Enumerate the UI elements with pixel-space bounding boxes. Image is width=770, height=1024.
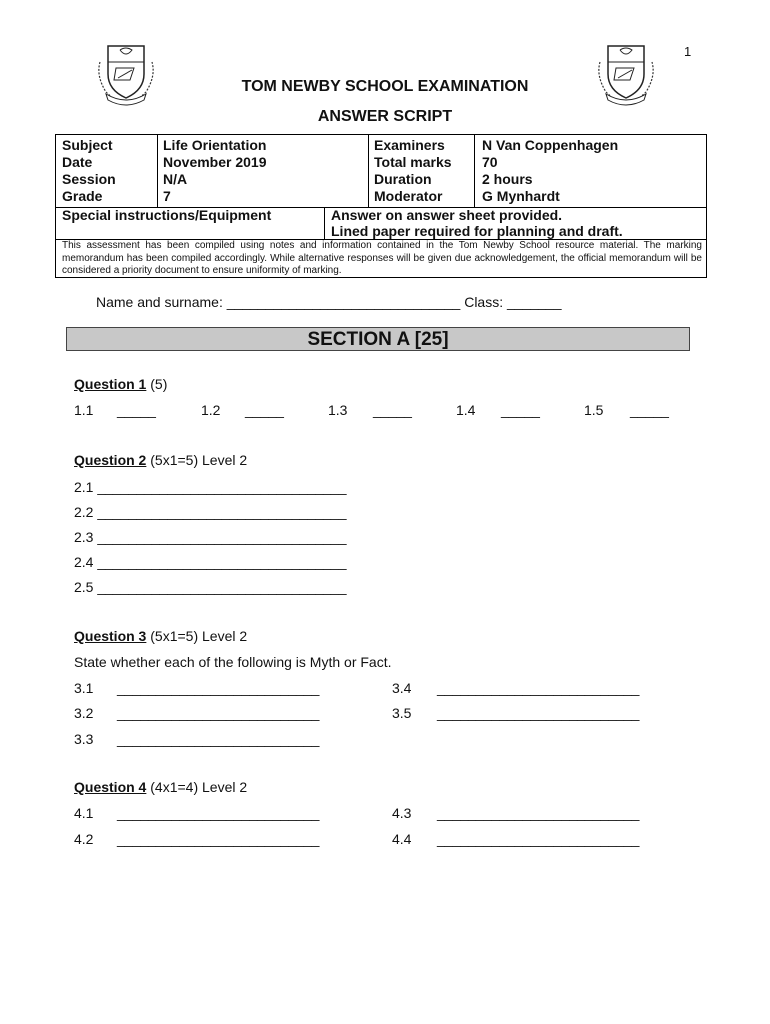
question-1-heading [74, 376, 167, 392]
duration-label: Duration [374, 171, 432, 187]
answer-3-4-number: 3.4 [392, 680, 412, 696]
question-4-label: Question 4 [74, 779, 147, 795]
answer-2-2[interactable]: 2.2 ________________________________ [74, 504, 347, 520]
question-2-heading [74, 452, 247, 468]
question-3-instruction: State whether each of the following is Myth or Fact. [74, 654, 392, 670]
moderator-value: G Mynhardt [482, 188, 560, 204]
answer-4-1-blank[interactable]: __________________________ [117, 805, 320, 821]
subject-value: Life Orientation [163, 137, 267, 153]
special-instructions-line2: Lined paper required for planning and draft. [331, 223, 623, 239]
answer-3-3-number: 3.3 [74, 731, 94, 747]
question-2-marks: (5x1=5) Level 2 [146, 452, 248, 468]
session-value: N/A [163, 171, 188, 187]
session-label: Session [62, 171, 116, 187]
answer-3-4-blank[interactable]: __________________________ [437, 680, 640, 696]
answer-1-2-number: 1.2 [201, 402, 221, 418]
moderator-label: Moderator [374, 188, 443, 204]
answer-1-3-blank[interactable]: _____ [373, 402, 412, 418]
exam-title: TOM NEWBY SCHOOL EXAMINATION [241, 78, 529, 95]
section-heading: SECTION A [25] [66, 327, 690, 351]
answer-4-3-number: 4.3 [392, 805, 412, 821]
grade-value: 7 [163, 188, 171, 204]
answer-3-2-number: 3.2 [74, 705, 94, 721]
total-marks-label: Total marks [374, 154, 452, 170]
answer-1-4-blank[interactable]: _____ [501, 402, 540, 418]
answer-3-1-number: 3.1 [74, 680, 94, 696]
question-4-marks: (4x1=4) Level 2 [146, 779, 248, 795]
answer-2-5[interactable]: 2.5 ________________________________ [74, 579, 347, 595]
examiners-label: Examiners [374, 137, 445, 153]
answer-4-2-number: 4.2 [74, 831, 94, 847]
total-marks-value: 70 [482, 154, 498, 170]
answer-3-2-blank[interactable]: __________________________ [117, 705, 320, 721]
question-3-heading [74, 628, 247, 644]
question-1-marks: (5) [146, 376, 168, 392]
answer-1-1-number: 1.1 [74, 402, 94, 418]
date-label: Date [62, 154, 93, 170]
answer-2-4[interactable]: 2.4 ________________________________ [74, 554, 347, 570]
duration-value: 2 hours [482, 171, 533, 187]
answer-1-4-number: 1.4 [456, 402, 476, 418]
answer-4-3-blank[interactable]: __________________________ [437, 805, 640, 821]
question-2-label: Question 2 [74, 452, 147, 468]
grade-label: Grade [62, 188, 103, 204]
special-instructions-line1: Answer on answer sheet provided. [331, 207, 563, 223]
assessment-note: This assessment has been compiled using notes and information contained in the Tom Newby School resource material. The marking memorandum has been compiled accordingly. While alternative responses will be given due acknowledgement, the official memorandum will be considered a priority document to ensure uniformity of marking. [62, 240, 702, 276]
answer-1-1-blank[interactable]: _____ [117, 402, 156, 418]
answer-3-5-blank[interactable]: __________________________ [437, 705, 640, 721]
question-4-heading [74, 779, 247, 795]
answer-1-2-blank[interactable]: _____ [245, 402, 284, 418]
exam-info-table [55, 134, 707, 278]
name-class-field[interactable]: Name and surname: ______________________________ Class: _______ [96, 294, 562, 310]
answer-1-5-number: 1.5 [584, 402, 604, 418]
school-crest-icon [94, 40, 158, 106]
examiners-value: N Van Coppenhagen [482, 137, 619, 153]
answer-1-5-blank[interactable]: _____ [630, 402, 669, 418]
answer-4-2-blank[interactable]: __________________________ [117, 831, 320, 847]
question-3-marks: (5x1=5) Level 2 [146, 628, 248, 644]
page-number: 1 [684, 44, 692, 59]
answer-4-4-number: 4.4 [392, 831, 412, 847]
subject-label: Subject [62, 137, 113, 153]
answer-3-5-number: 3.5 [392, 705, 412, 721]
question-3-label: Question 3 [74, 628, 147, 644]
answer-3-1-blank[interactable]: __________________________ [117, 680, 320, 696]
special-instructions-label: Special instructions/Equipment [62, 207, 272, 223]
date-value: November 2019 [163, 154, 267, 170]
answer-2-1[interactable]: 2.1 ________________________________ [74, 479, 347, 495]
answer-1-3-number: 1.3 [328, 402, 348, 418]
answer-2-3[interactable]: 2.3 ________________________________ [74, 529, 347, 545]
answer-3-3-blank[interactable]: __________________________ [117, 731, 320, 747]
answer-4-4-blank[interactable]: __________________________ [437, 831, 640, 847]
question-1-label: Question 1 [74, 376, 147, 392]
school-crest-icon [594, 40, 658, 106]
exam-subtitle: ANSWER SCRIPT [317, 108, 453, 125]
answer-4-1-number: 4.1 [74, 805, 94, 821]
